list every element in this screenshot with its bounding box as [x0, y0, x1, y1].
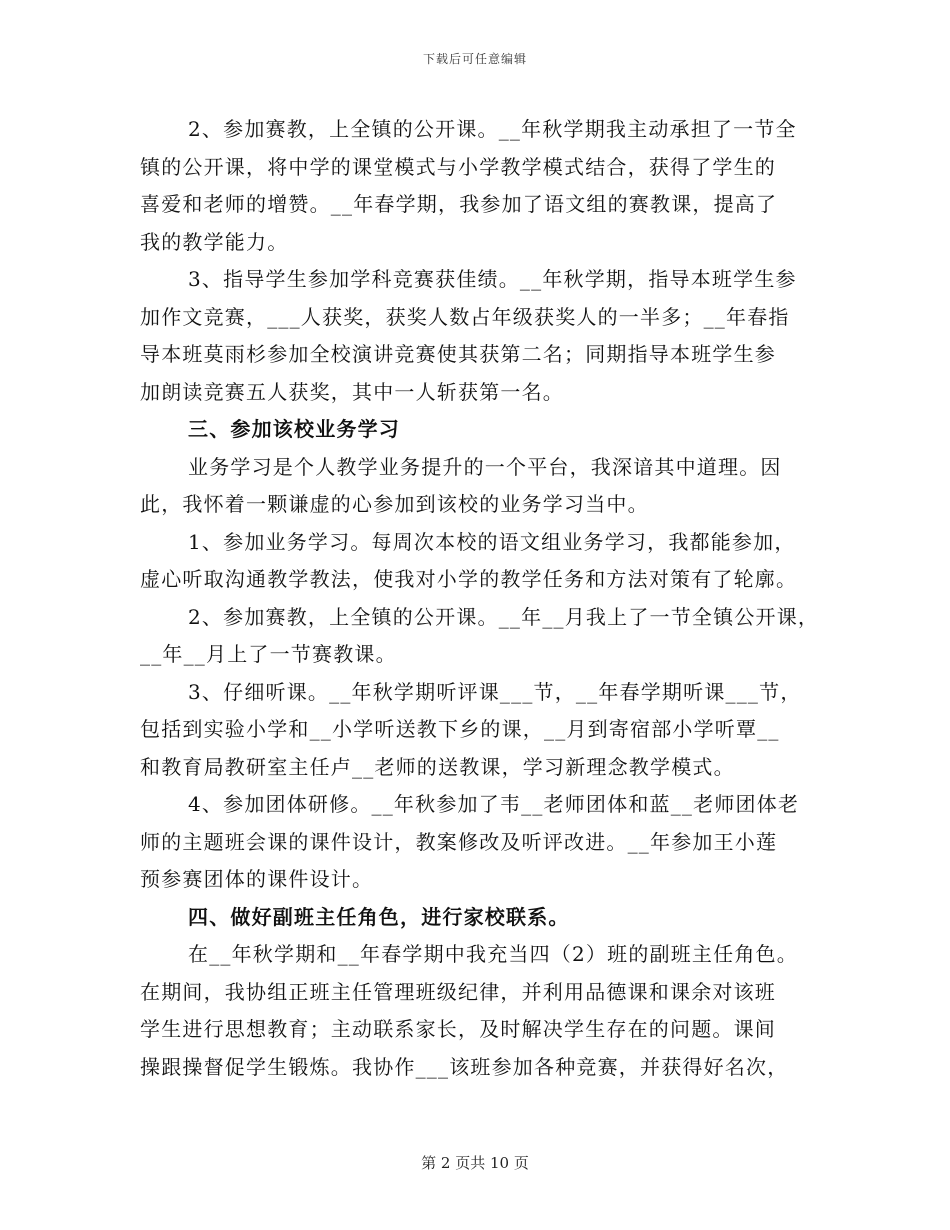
paragraph-line: 在__年秋学期和__年春学期中我充当四（2）班的副班主任角色。	[188, 942, 798, 966]
paragraph-line: 1、参加业务学习。每周次本校的语文组业务学习，我都能参加，	[188, 529, 796, 554]
paragraph-line: 加作文竞赛，___人获奖，获奖人数占年级获奖人的一半多；__年春指	[140, 304, 790, 329]
paragraph-line: 学生进行思想教育；主动联系家长，及时解决学生存在的问题。课间	[140, 1017, 776, 1041]
paragraph-line: 业务学习是个人教学业务提升的一个平台，我深谙其中道理。因	[188, 454, 782, 479]
paragraph-line: 3、仔细听课。__年秋学期听评课___节，__年春学期听课___节，	[188, 679, 802, 704]
paragraph-line: 包括到实验小学和__小学听送教下乡的课，__月到寄宿部小学听覃__	[140, 717, 780, 741]
paragraph-line: 在期间，我协组正班主任管理班级纪律，并利用品德课和课余对该班	[140, 979, 776, 1004]
paragraph-line: 3、指导学生参加学科竞赛获佳绩。__年秋学期，指导本班学生参	[188, 267, 797, 291]
paragraph-line: 2、参加赛教，上全镇的公开课。__年__月我上了一节全镇公开课，	[188, 604, 820, 629]
paragraph-line: 师的主题班会课的课件设计，教案修改及听评改进。__年参加王小莲	[140, 829, 778, 854]
paragraph-line: 喜爱和老师的增赞。__年春学期，我参加了语文组的赛教课，提高了	[140, 192, 778, 216]
paragraph-line: 导本班莫雨杉参加全校演讲竞赛使其获第二名；同期指导本班学生参	[140, 342, 776, 366]
page-header: 下载后可任意编辑	[422, 52, 527, 66]
paragraph-line: 加朗读竞赛五人获奖，其中一人斩获第一名。	[140, 379, 564, 404]
document-body	[140, 111, 820, 1086]
paragraph-line: 预参赛团体的课件设计。	[140, 867, 374, 891]
paragraph-line: 2、参加赛教，上全镇的公开课。__年秋学期我主动承担了一节全	[188, 117, 797, 141]
paragraph-line: 操跟操督促学生锻炼。我协作___该班参加各种竞赛，并获得好名次，	[140, 1054, 789, 1079]
section-heading: 三、参加该校业务学习	[188, 417, 400, 441]
paragraph-line: 镇的公开课，将中学的课堂模式与小学教学模式结合，获得了学生的	[140, 154, 776, 179]
section-heading: 四、做好副班主任角色，进行家校联系。	[188, 904, 570, 929]
paragraph-line: 和教育局教研室主任卢__老师的送教课，学习新理念教学模式。	[140, 754, 735, 779]
paragraph-line: 此，我怀着一颗谦虚的心参加到该校的业务学习当中。	[140, 492, 649, 516]
paragraph-line: 我的教学能力。	[140, 229, 289, 254]
page-footer: 第 2 页共 10 页	[421, 1154, 529, 1172]
paragraph-line: 虚心听取沟通教学教法，使我对小学的教学任务和方法对策有了轮廓。	[140, 567, 798, 591]
paragraph-line: 4、参加团体研修。__年秋参加了韦__老师团体和蓝__老师团体老	[188, 792, 800, 816]
paragraph-line: __年__月上了一节赛教课。	[140, 642, 397, 666]
